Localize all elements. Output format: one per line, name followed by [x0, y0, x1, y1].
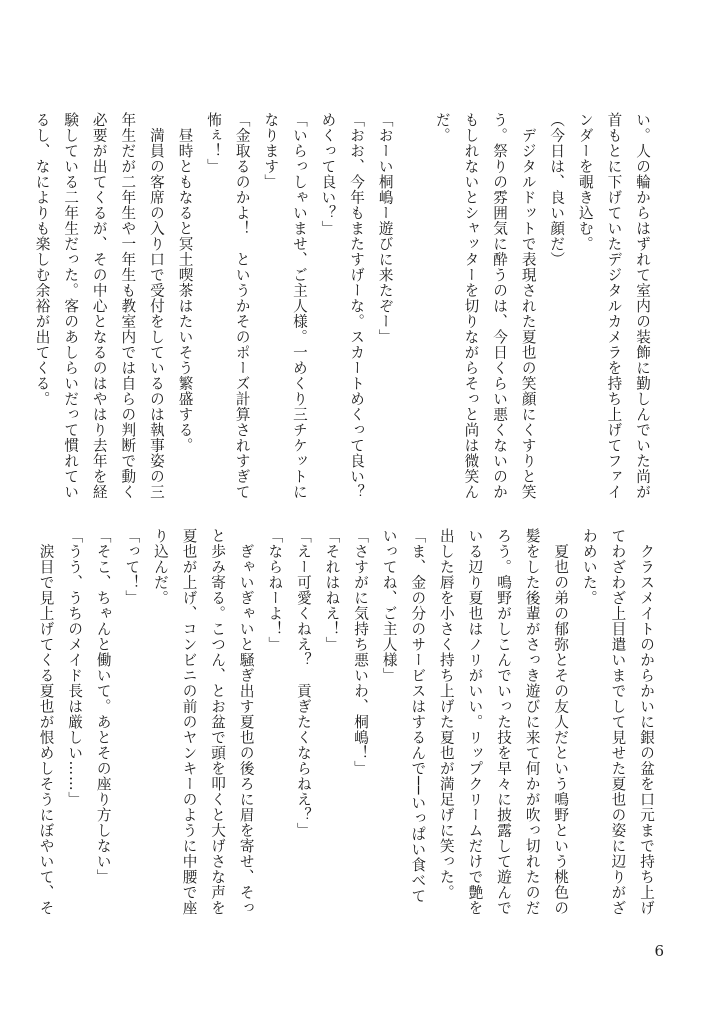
- text-line: 怖ぇ！」: [205, 112, 223, 174]
- text-line: 「ならねーよ！」: [266, 528, 284, 652]
- text-line: ンダーを覗き込む。: [576, 112, 594, 252]
- text-line: デジタルドットで表現された夏也の笑顔にくすりと笑: [519, 112, 537, 500]
- text-line: もしれないとシャッターを切りながらそっと尚は微笑ん: [462, 112, 480, 500]
- text-line: 出した唇を小さく持ち上げた夏也が満足げに笑った。: [437, 528, 455, 900]
- text-line: ろう。鳴野がしこんでいった技を早々に披露して遊んで: [495, 528, 513, 916]
- text-line: わめいた。: [580, 528, 598, 606]
- text-line: めくって良い？」: [319, 112, 337, 236]
- text-line: 夏也の弟の郁弥とその友人だという鳴野という桃色の: [552, 528, 570, 916]
- text-line: 髪をした後輩がさっき遊びに来て何かが吹っ切れたのだ: [523, 528, 541, 916]
- text-line: 「さすがに気持ち悪いわ、桐嶋！」: [352, 528, 370, 776]
- text-line: 「金取るのかよ！ というかそのポーズ計算されすぎて: [233, 112, 251, 500]
- text-block-bottom: [37, 528, 660, 918]
- text-line: り込んだ。: [151, 528, 169, 606]
- text-line: いってね、ご主人様」: [380, 528, 398, 683]
- text-line: なります」: [262, 112, 280, 190]
- text-line: （今日は、良い顔だ）: [548, 112, 566, 267]
- text-line: 「いらっしゃいませ、ご主人様。一めくり三チケットに: [290, 112, 308, 500]
- text-line: てわざわざ上目遣いまでして見せた夏也の姿に辺りがざ: [609, 528, 627, 916]
- text-line: 首もとに下げていたデジタルカメラを持ち上げてファイ: [605, 112, 623, 500]
- text-line: ぎゃいぎゃいと騒ぎ出す夏也の後ろに眉を寄せ、そっ: [237, 528, 255, 916]
- blank-line: [399, 112, 428, 494]
- text-line: 「そこ、ちゃんと働いて。あとその座り方しない」: [94, 528, 112, 885]
- text-line: 満員の客席の入り口で受付をしているのは執事姿の三: [147, 112, 165, 500]
- text-line: と歩み寄る。こつん、とお盆で頭を叩くと大げさな声を: [209, 528, 227, 916]
- text-line: 夏也が上げ、コンビニの前のヤンキーのように中腰で座: [180, 528, 198, 916]
- text-line: いる辺り夏也はノリがいい。リップクリームだけで艶を: [466, 528, 484, 916]
- text-line: 「ま、金の分のサービスはするんで──いっぱい食べて: [409, 528, 427, 904]
- text-line: 必要が出てくるが、その中心となるのはやはり去年を経: [90, 112, 108, 500]
- text-line: だ。: [433, 112, 451, 143]
- text-line: い。人の輪からはずれて室内の装飾に勤しんでいた尚が: [634, 112, 651, 500]
- text-line: 「って！」: [123, 528, 141, 606]
- text-line: 年生だが二年生や一年生も教室内では自らの判断で動く: [119, 112, 137, 500]
- text-line: 「それはねえ！」: [323, 528, 341, 652]
- text-line: 「おお、今年もまたすげーな。スカートめくって良い？: [348, 112, 366, 500]
- text-line: 「うう、うちのメイド長は厳しい……」: [66, 528, 84, 807]
- text-line: るし、なによりも楽しむ余裕が出てくる。: [33, 112, 51, 407]
- text-block-top: [33, 112, 656, 500]
- page-number: 6: [654, 942, 664, 960]
- text-line: 験している二年生だった。客のあしらいだって慣れてい: [62, 112, 80, 500]
- text-line: う。祭りの雰囲気に酔うのは、今日くらい悪くないのか: [491, 112, 509, 500]
- text-line: 涙目で見上げてくる夏也が恨めしそうにぼやいて、そ: [37, 528, 55, 916]
- text-line: 「おーい桐嶋ー遊びに来たぞー」: [376, 112, 394, 345]
- text-line: 昼時ともなると冥土喫茶はたいそう繁盛する。: [176, 112, 194, 453]
- text-line: クラスメイトのからかいに銀の盆を口元まで持ち上げ: [638, 528, 655, 916]
- text-line: 「えー可愛くねえ？ 貢ぎたくならねえ？」: [294, 528, 312, 838]
